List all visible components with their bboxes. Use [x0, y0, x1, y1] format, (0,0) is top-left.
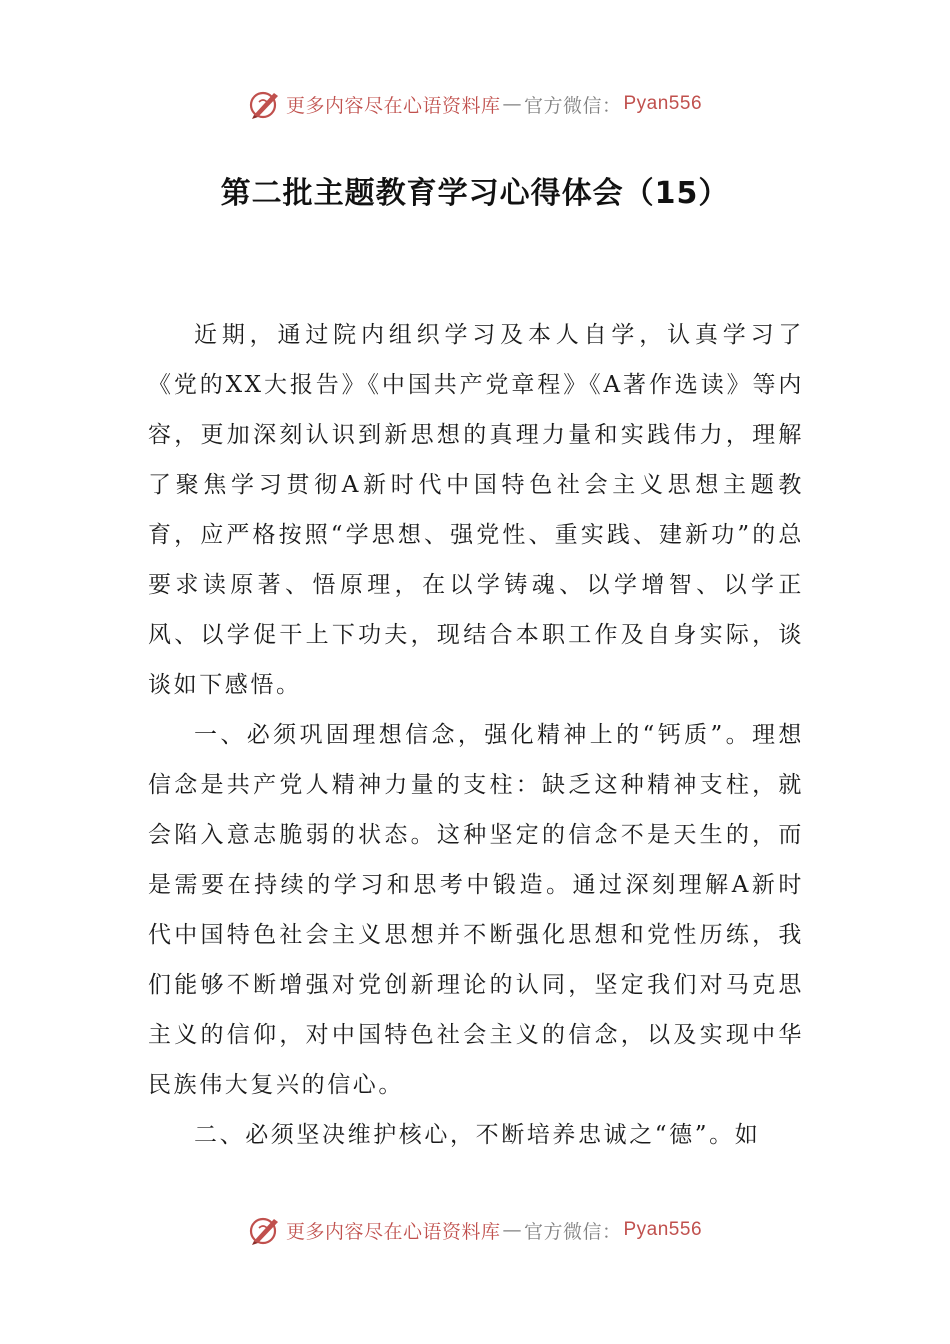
document-body — [148, 310, 804, 1160]
document-title: 第二批主题教育学习心得体会（15） — [220, 176, 730, 211]
watermark-id: Pyan556 — [623, 1219, 703, 1240]
watermark-text: 更多内容尽在心语资料库 — [285, 94, 501, 117]
watermark-id: Pyan556 — [623, 93, 703, 114]
paragraph-section-1: 一、必须巩固理想信念，强化精神上的“钙质”。理想信念是共产党人精神力量的支柱：缺乏这种精神支柱，就会陷入意志脆弱的状态。这种坚定的信念不是天生的，而是需要在持续的学习和思考中锻造。通过深刻理解A新时代中国特色社会主义思想并不断强化思想和党性历练，我们能够不断增强对党创新理论的认同，坚定我们对马克思主义的信仰，对中国特色社会主义的信念，以及实现中华民族伟大复兴的信心。 — [148, 722, 804, 1098]
footer-watermark — [0, 1210, 950, 1250]
watermark-label: 官方微信： — [523, 94, 622, 117]
paragraph-section-2: 二、必须坚决维护核心，不断培养忠诚之“德”。如 — [194, 1122, 761, 1148]
pen-logo-icon — [248, 87, 282, 121]
pen-logo-icon — [248, 1213, 282, 1247]
paragraph-intro: 近期，通过院内组织学习及本人自学，认真学习了《党的XX大报告》《中国共产党章程》《A著作选读》等内容，更加深刻认识到新思想的真理力量和实践伟力，理解了聚焦学习贯彻A新时代中国特色社会主义思想主题教育，应严格按照“学思想、强党性、重实践、建新功”的总要求读原著、悟原理，在以学铸魂、以学增智、以学正风、以学促干上下功夫，现结合本职工作及自身实际，谈谈如下感悟。 — [148, 322, 804, 698]
header-watermark — [0, 84, 950, 124]
watermark-separator: — — [502, 1219, 522, 1241]
watermark-text: 更多内容尽在心语资料库 — [285, 1220, 501, 1243]
watermark-label: 官方微信： — [523, 1220, 622, 1243]
watermark-separator: — — [502, 93, 522, 115]
